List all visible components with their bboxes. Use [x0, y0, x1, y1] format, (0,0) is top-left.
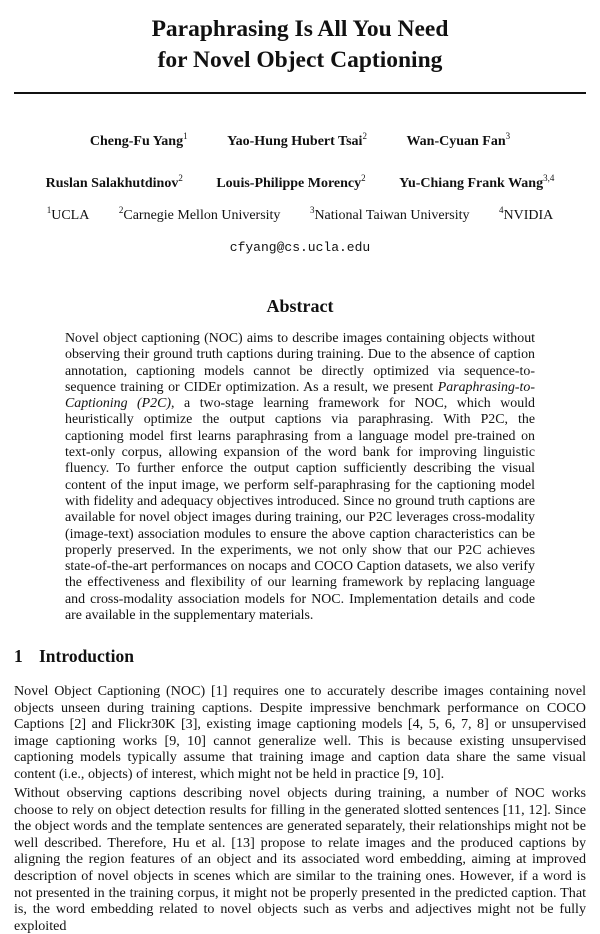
author-1: Cheng-Fu Yang$^1$ [89, 131, 188, 149]
section-heading-introduction [14, 646, 134, 667]
section-number: 1 [14, 646, 23, 666]
author-4: Ruslan Salakhutdinov$^2$ [45, 173, 183, 191]
affiliation-2: $^2$Carnegie Mellon University [118, 205, 281, 223]
abstract-heading: Abstract [266, 296, 334, 316]
title-divider [14, 92, 586, 94]
paper-title-line-2: for Novel Object Captioning [157, 47, 443, 73]
paper-title-line-1: Paraphrasing Is All You Need [151, 16, 449, 42]
author-row-2 [0, 173, 600, 192]
affiliation-1: $^1$UCLA [46, 205, 90, 223]
intro-paragraph-2: Without observing captions describing novel objects during training, a number of NOC works choose to rely on object detection results for filling in the generated slotted sentences [11, 12]. Since the object words and the template sentences are generated separately, their relationships might not be well described. Therefore, Hu et al. [13] propose to relate images and the produced captions by aligning the region features of an object and its associated word embedding, aiming at improved description of novel objects in scenes which are similar to the training ones. However, if a word is not presented in the training corpus, it might not be properly presented in the predicted caption. That is, the word embedding related to novel objects such as verbs and adjectives might not be fully exploited [14, 785, 586, 934]
affiliation-3: $^3$National Taiwan University [309, 205, 470, 223]
author-row-1 [0, 131, 600, 150]
author-6: Yu-Chiang Frank Wang$^{3,4}$ [399, 173, 555, 191]
section-title: Introduction [39, 646, 134, 666]
intro-paragraph-1: Novel Object Captioning (NOC) [1] requires one to accurately describe images containing novel objects unseen during training captions. Despite impressive benchmark performance on COCO Captions [2] and Flickr30K [3], existing image captioning models [4, 5, 6, 7, 8] or unsupervised image captioning works [9, 10] cannot generalize well. This is because existing unsupervised captioning models typically assume that training image and caption data share the same visual content (i.e., objects) of interest, which might not be held in practice [9, 10]. [14, 683, 586, 782]
abstract-text-1: Novel object captioning (NOC) aims to describe images containing objects without observing their ground truth captions during training. Due to the absence of caption annotation, captioning models cannot be directly optimized via sequence-to-sequence training or CIDEr optimization. As a result, we present [65, 331, 535, 395]
author-3: Wan-Cyuan Fan$^3$ [406, 131, 511, 149]
abstract-method-name: Paraphrasing-to-Captioning (P2C) [65, 379, 535, 412]
author-5: Louis-Philippe Morency$^2$ [216, 173, 366, 191]
abstract-text-2: , a two-stage learning framework for NOC, which would heuristically optimize the output captions via paraphrasing. With P2C, the captioning model first learns paraphrasing from a language model pre-trained on text-only corpus, allowing expansion of the word bank for improving linguistic fluency. To further enforce the output caption sufficiently describing the visual content of the input image, we perform self-paraphrasing for the captioning model with fidelity and adequacy objectives introduced. Since no ground truth captions are available for novel object images during training, our P2C leverages cross-modality (image-text) association modules to ensure the above caption characteristics can be properly preserved. In the experiments, we not only show that our P2C achieves state-of-the-art performances on nocaps and COCO Caption datasets, we also verify the effectiveness and flexibility of our learning framework by replacing language and cross-modality association models for NOC. Implementation details and code are available in the supplementary materials. [65, 396, 535, 624]
affiliation-4: $^4$NVIDIA [499, 205, 554, 223]
contact-email: cfyang@cs.ucla.edu [229, 240, 371, 255]
author-2: Yao-Hung Hubert Tsai$^2$ [227, 131, 367, 149]
abstract-body [65, 331, 535, 624]
affiliations [0, 205, 600, 224]
